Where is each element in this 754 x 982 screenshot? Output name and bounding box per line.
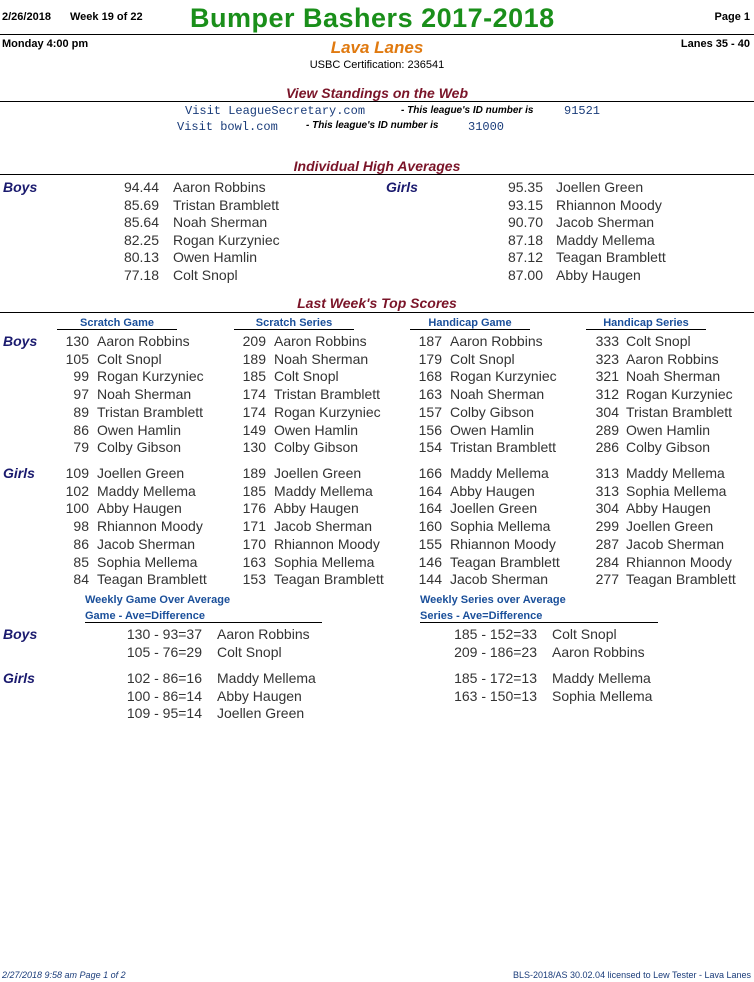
boys-top-score-value: 168 xyxy=(418,368,442,385)
boys-series-name: Colt Snopl xyxy=(552,626,617,642)
boys-top-score-name: Rogan Kurzyniec xyxy=(274,403,381,420)
girls-average-value: 90.70 xyxy=(507,214,543,231)
girls-top-score-name: Abby Haugen xyxy=(626,500,711,517)
boys-top-score-value: 312 xyxy=(595,386,619,403)
boys-top-score-value: 86 xyxy=(73,421,89,438)
boys-top-score-name: Colby Gibson xyxy=(97,439,182,456)
girls-game-name: Joellen Green xyxy=(217,705,305,722)
boys-average-name: Colt Snopl xyxy=(173,267,238,283)
girls-series-name: Maddy Mellema xyxy=(552,670,651,686)
girls-top-score-name: Rhiannon Moody xyxy=(626,553,732,570)
boys-series-difference: 185 - 152=33 xyxy=(454,626,537,642)
averages-girls-label: Girls xyxy=(386,179,418,195)
girls-top-score-name: Sophia Mellema xyxy=(450,518,551,535)
girls-top-score-value: 146 xyxy=(418,553,442,570)
boys-top-score-value: 174 xyxy=(242,403,266,420)
header-rule xyxy=(0,34,754,35)
boys-top-score-value: 321 xyxy=(595,368,619,385)
boys-average-value: 80.13 xyxy=(123,249,159,266)
boys-average-value: 85.69 xyxy=(123,196,159,213)
girls-top-score-name: Sophia Mellema xyxy=(626,482,727,499)
girls-top-score-value: 163 xyxy=(242,553,266,570)
over-average-girls-label: Girls xyxy=(3,670,35,686)
girls-top-score-name: Jacob Sherman xyxy=(450,571,549,588)
girls-top-score-name: Teagan Bramblett xyxy=(450,553,560,570)
boys-average-name: Aaron Robbins xyxy=(173,179,266,195)
girls-top-score-value: 287 xyxy=(595,535,619,552)
page-number: Page 1 xyxy=(714,11,750,23)
lanes: Lanes 35 - 40 xyxy=(680,38,750,50)
boys-series-name: Aaron Robbins xyxy=(552,643,645,660)
web-link-leaguesecretary[interactable]: Visit LeagueSecretary.com xyxy=(185,104,366,118)
girls-average-name: Maddy Mellema xyxy=(556,231,655,248)
boys-top-score-name: Colby Gibson xyxy=(274,439,359,456)
game-over-average-subheading: Game - Ave=Difference xyxy=(85,610,322,623)
boys-top-score-name: Rogan Kurzyniec xyxy=(450,368,557,385)
boys-top-score-name: Noah Sherman xyxy=(274,350,369,367)
girls-top-score-value: 109 xyxy=(65,465,89,481)
boys-top-score-value: 156 xyxy=(418,421,442,438)
girls-top-score-value: 164 xyxy=(418,500,442,517)
week-indicator: Week 19 of 22 xyxy=(70,11,143,23)
boys-top-score-value: 99 xyxy=(73,368,89,385)
girls-top-score-name: Maddy Mellema xyxy=(450,465,549,481)
girls-top-score-name: Abby Haugen xyxy=(97,500,182,517)
girls-average-value: 87.12 xyxy=(507,249,543,266)
boys-game-name: Colt Snopl xyxy=(217,643,282,660)
averages-heading: Individual High Averages xyxy=(293,158,461,174)
girls-top-score-value: 100 xyxy=(65,500,89,517)
league-title: Bumper Bashers 2017-2018 xyxy=(190,3,555,33)
col-scratch-series: Scratch Series xyxy=(234,317,354,330)
girls-average-name: Rhiannon Moody xyxy=(556,196,662,213)
girls-top-score-name: Jacob Sherman xyxy=(626,535,725,552)
boys-top-score-name: Aaron Robbins xyxy=(450,333,543,349)
boys-series-difference: 209 - 186=23 xyxy=(454,643,537,660)
boys-top-score-value: 185 xyxy=(242,368,266,385)
girls-top-score-value: 102 xyxy=(65,482,89,499)
boys-average-name: Rogan Kurzyniec xyxy=(173,231,280,248)
boys-top-score-name: Owen Hamlin xyxy=(274,421,359,438)
over-average-boys-label: Boys xyxy=(3,626,38,642)
girls-series-difference: 163 - 150=13 xyxy=(454,687,537,704)
girls-top-score-value: 84 xyxy=(73,571,89,588)
boys-top-score-name: Owen Hamlin xyxy=(450,421,535,438)
boys-top-score-name: Colt Snopl xyxy=(274,368,339,385)
girls-top-score-name: Teagan Bramblett xyxy=(97,571,207,588)
boys-average-value: 85.64 xyxy=(123,214,159,231)
girls-top-score-value: 98 xyxy=(73,518,89,535)
girls-top-score-name: Sophia Mellema xyxy=(274,553,375,570)
boys-top-score-value: 187 xyxy=(418,333,442,349)
girls-average-name: Joellen Green xyxy=(556,179,644,195)
boys-top-score-name: Noah Sherman xyxy=(450,386,545,403)
boys-top-score-name: Owen Hamlin xyxy=(626,421,711,438)
boys-top-score-name: Noah Sherman xyxy=(97,386,192,403)
boys-top-score-name: Tristan Bramblett xyxy=(274,386,381,403)
boys-average-value: 82.25 xyxy=(123,231,159,248)
girls-top-score-value: 171 xyxy=(242,518,266,535)
girls-top-score-value: 284 xyxy=(595,553,619,570)
boys-top-score-value: 289 xyxy=(595,421,619,438)
top-scores-rule xyxy=(0,312,754,313)
boys-top-score-value: 286 xyxy=(595,439,619,456)
boys-top-score-value: 163 xyxy=(418,386,442,403)
girls-top-score-value: 160 xyxy=(418,518,442,535)
boys-average-name: Noah Sherman xyxy=(173,214,268,231)
report-date: 2/26/2018 xyxy=(2,11,51,23)
boys-game-difference: 105 - 76=29 xyxy=(126,643,202,660)
girls-series-difference: 185 - 172=13 xyxy=(454,670,537,686)
usbc-certification: USBC Certification: 236541 xyxy=(309,59,445,71)
boys-top-score-value: 149 xyxy=(242,421,266,438)
boys-top-score-name: Colt Snopl xyxy=(97,350,162,367)
girls-top-score-name: Sophia Mellema xyxy=(97,553,198,570)
boys-top-score-value: 333 xyxy=(595,333,619,349)
girls-top-score-name: Maddy Mellema xyxy=(97,482,196,499)
top-girls-label: Girls xyxy=(3,465,35,481)
girls-top-score-value: 85 xyxy=(73,553,89,570)
girls-top-score-name: Rhiannon Moody xyxy=(274,535,380,552)
boys-top-score-value: 157 xyxy=(418,403,442,420)
footer-license: BLS-2018/AS 30.02.04 licensed to Lew Tester - Lava Lanes xyxy=(513,970,751,980)
boys-top-score-name: Noah Sherman xyxy=(626,368,721,385)
girls-top-score-name: Jacob Sherman xyxy=(274,518,373,535)
girls-top-score-value: 155 xyxy=(418,535,442,552)
girls-top-score-value: 299 xyxy=(595,518,619,535)
boys-top-score-name: Tristan Bramblett xyxy=(626,403,733,420)
boys-top-score-value: 89 xyxy=(73,403,89,420)
boys-top-score-name: Rogan Kurzyniec xyxy=(97,368,204,385)
col-handicap-series: Handicap Series xyxy=(586,317,706,330)
girls-average-value: 93.15 xyxy=(507,196,543,213)
girls-top-score-value: 176 xyxy=(242,500,266,517)
girls-top-score-value: 164 xyxy=(418,482,442,499)
boys-top-score-name: Owen Hamlin xyxy=(97,421,182,438)
top-boys-label: Boys xyxy=(3,333,38,349)
girls-top-score-value: 153 xyxy=(242,571,266,588)
boys-top-score-value: 130 xyxy=(242,439,266,456)
girls-top-score-name: Maddy Mellema xyxy=(626,465,725,481)
web-note-bowlcom: - This league's ID number is xyxy=(306,120,439,131)
girls-top-score-name: Rhiannon Moody xyxy=(97,518,203,535)
girls-game-name: Abby Haugen xyxy=(217,687,302,704)
boys-top-score-name: Tristan Bramblett xyxy=(450,439,557,456)
day-time: Monday 4:00 pm xyxy=(2,38,89,50)
boys-top-score-value: 105 xyxy=(65,350,89,367)
top-scores-heading: Last Week's Top Scores xyxy=(297,295,457,311)
girls-top-score-name: Jacob Sherman xyxy=(97,535,196,552)
boys-game-difference: 130 - 93=37 xyxy=(126,626,202,642)
web-heading: View Standings on the Web xyxy=(285,85,468,101)
series-over-average-subheading: Series - Ave=Difference xyxy=(420,610,658,623)
web-note-leaguesecretary: - This league's ID number is xyxy=(401,105,534,116)
girls-top-score-value: 304 xyxy=(595,500,619,517)
boys-top-score-name: Aaron Robbins xyxy=(626,350,719,367)
boys-top-score-name: Colby Gibson xyxy=(626,439,711,456)
web-rule xyxy=(0,101,754,102)
girls-top-score-name: Joellen Green xyxy=(450,500,538,517)
boys-average-name: Tristan Bramblett xyxy=(173,196,280,213)
girls-series-name: Sophia Mellema xyxy=(552,687,653,704)
girls-top-score-value: 277 xyxy=(595,571,619,588)
col-scratch-game: Scratch Game xyxy=(57,317,177,330)
boys-top-score-name: Colt Snopl xyxy=(450,350,515,367)
boys-top-score-value: 174 xyxy=(242,386,266,403)
boys-top-score-name: Rogan Kurzyniec xyxy=(626,386,733,403)
boys-top-score-value: 179 xyxy=(418,350,442,367)
web-link-bowlcom[interactable]: Visit bowl.com xyxy=(177,120,278,134)
girls-top-score-value: 313 xyxy=(595,482,619,499)
boys-top-score-value: 97 xyxy=(73,386,89,403)
boys-top-score-value: 304 xyxy=(595,403,619,420)
girls-game-difference: 102 - 86=16 xyxy=(126,670,202,686)
girls-top-score-name: Rhiannon Moody xyxy=(450,535,556,552)
boys-top-score-value: 79 xyxy=(73,439,89,456)
boys-average-name: Owen Hamlin xyxy=(173,249,258,266)
girls-average-value: 87.18 xyxy=(507,231,543,248)
web-id-leaguesecretary: 91521 xyxy=(564,104,601,118)
girls-top-score-name: Joellen Green xyxy=(626,518,714,535)
boys-average-value: 77.18 xyxy=(123,267,159,283)
web-id-bowlcom: 31000 xyxy=(468,120,505,134)
girls-average-name: Teagan Bramblett xyxy=(556,249,666,266)
averages-boys-label: Boys xyxy=(3,179,38,195)
girls-top-score-value: 189 xyxy=(242,465,266,481)
boys-top-score-name: Tristan Bramblett xyxy=(97,403,204,420)
boys-top-score-name: Colby Gibson xyxy=(450,403,535,420)
girls-game-difference: 109 - 95=14 xyxy=(126,705,202,722)
col-handicap-game: Handicap Game xyxy=(410,317,530,330)
boys-average-value: 94.44 xyxy=(123,179,159,195)
girls-top-score-name: Joellen Green xyxy=(97,465,185,481)
girls-game-difference: 100 - 86=14 xyxy=(126,687,202,704)
girls-game-name: Maddy Mellema xyxy=(217,670,316,686)
girls-top-score-value: 313 xyxy=(595,465,619,481)
girls-top-score-name: Teagan Bramblett xyxy=(626,571,736,588)
girls-top-score-name: Abby Haugen xyxy=(274,500,359,517)
footer-timestamp: 2/27/2018 9:58 am Page 1 of 2 xyxy=(2,970,126,980)
boys-top-score-value: 189 xyxy=(242,350,266,367)
girls-average-name: Jacob Sherman xyxy=(556,214,655,231)
girls-average-value: 87.00 xyxy=(507,267,543,283)
girls-top-score-name: Maddy Mellema xyxy=(274,482,373,499)
boys-top-score-value: 130 xyxy=(65,333,89,349)
boys-top-score-value: 323 xyxy=(595,350,619,367)
series-over-average-heading: Weekly Series over Average xyxy=(420,594,566,606)
girls-top-score-value: 170 xyxy=(242,535,266,552)
bowling-center: Lava Lanes xyxy=(330,38,424,57)
girls-top-score-name: Teagan Bramblett xyxy=(274,571,384,588)
averages-rule xyxy=(0,174,754,175)
girls-average-name: Abby Haugen xyxy=(556,267,641,283)
girls-top-score-value: 185 xyxy=(242,482,266,499)
girls-top-score-name: Joellen Green xyxy=(274,465,362,481)
boys-top-score-name: Aaron Robbins xyxy=(274,333,367,349)
boys-top-score-value: 209 xyxy=(242,333,266,349)
girls-top-score-value: 86 xyxy=(73,535,89,552)
boys-top-score-value: 154 xyxy=(418,439,442,456)
game-over-average-heading: Weekly Game Over Average xyxy=(85,594,231,606)
boys-top-score-name: Aaron Robbins xyxy=(97,333,190,349)
girls-top-score-value: 166 xyxy=(418,465,442,481)
girls-average-value: 95.35 xyxy=(507,179,543,195)
girls-top-score-value: 144 xyxy=(418,571,442,588)
girls-top-score-name: Abby Haugen xyxy=(450,482,535,499)
boys-game-name: Aaron Robbins xyxy=(217,626,310,642)
boys-top-score-name: Colt Snopl xyxy=(626,333,691,349)
